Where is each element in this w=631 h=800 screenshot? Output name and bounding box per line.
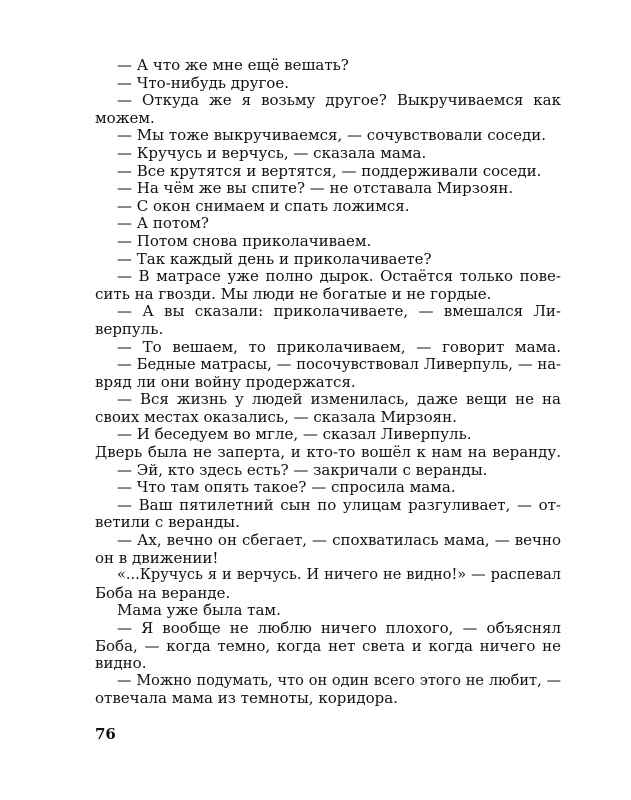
text-line: ветили с веранды.	[95, 513, 240, 532]
text-line: — Ваш пятилетний сын по улицам разгуливает, — от-	[117, 495, 561, 514]
text-line: — Что-нибудь другое.	[117, 73, 289, 92]
text-line: Боба на веранде.	[95, 583, 231, 602]
text-line: — Бедные матрасы, — посочувствовал Ливерпуль, — на-	[117, 356, 561, 374]
text-line: — На чём же вы спите? — не отставала Мирзоян.	[117, 179, 514, 198]
text-line: Боба, — когда темно, когда нет света и когда ничего не	[95, 636, 561, 655]
text-line: — В матрасе уже полно дырок. Остаётся только пове-	[117, 267, 561, 286]
text-line: — Откуда же я возьму другое? Выкручиваемся как	[117, 91, 561, 110]
text-line: Мама уже была там.	[117, 601, 281, 620]
text-line: — Кручусь и верчусь, — сказала мама.	[117, 143, 427, 162]
text-line: отвечала мама из темноты, коридора.	[95, 689, 398, 708]
text-line: верпуль.	[95, 319, 164, 338]
text-line: вряд ли они войну продержатся.	[95, 372, 356, 391]
text-line: он в движении!	[95, 548, 219, 567]
text-line: своих местах оказались, — сказала Мирзоян.	[95, 407, 457, 426]
text-line: — Мы тоже выкручиваемся, — сочувствовали соседи.	[117, 126, 546, 145]
text-line: — Вся жизнь у людей изменилась, даже вещи не на	[117, 390, 561, 409]
text-line: Дверь была не заперта, и кто-то вошёл к нам на веранду.	[95, 443, 561, 462]
text-line: — Что там опять такое? — спросила мама.	[117, 478, 456, 497]
text-line: — То вешаем, то приколачиваем, — говорит мама.	[117, 337, 561, 356]
text-line: сить на гвозди. Мы люди не богатые и не гордые.	[95, 284, 492, 303]
text-body	[95, 57, 561, 708]
text-line: — Потом снова приколачиваем.	[117, 231, 372, 250]
text-line: — А потом?	[117, 214, 209, 233]
text-line: — Ах, вечно он сбегает, — спохватилась мама, — вечно	[117, 531, 561, 550]
text-line: — Можно подумать, что он один всего этого не любит, —	[117, 672, 561, 689]
text-line: — А вы сказали: приколачиваете, — вмешался Ли-	[117, 302, 561, 321]
page-number: 76	[95, 725, 116, 743]
text-line: — А что же мне ещё вешать?	[117, 56, 349, 74]
text-line: видно.	[95, 654, 147, 673]
text-line: можем.	[95, 108, 155, 127]
text-line: — И беседуем во мгле, — сказал Ливерпуль.	[117, 425, 472, 444]
text-line: «...Кручусь я и верчусь. И ничего не видно!» — распевал	[117, 567, 561, 584]
text-line: — Так каждый день и приколачиваете?	[117, 249, 432, 268]
text-line: — Все крутятся и вертятся, — поддерживали соседи.	[117, 161, 542, 180]
text-line: — Эй, кто здесь есть? — закричали с веранды.	[117, 460, 488, 479]
text-line: — Я вообще не люблю ничего плохого, — объяснял	[117, 619, 561, 637]
text-line: — С окон снимаем и спать ложимся.	[117, 196, 410, 215]
